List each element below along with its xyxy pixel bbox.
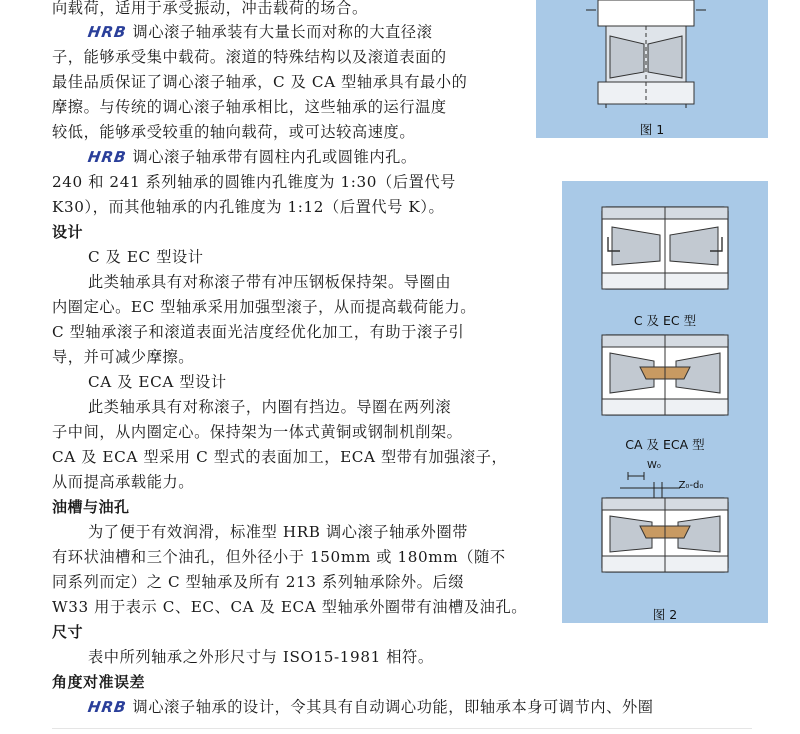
hrb-logo: HRB	[86, 23, 128, 41]
text-line: 导，并可减少摩擦。	[52, 348, 195, 366]
figure-1-bearing-diagram	[536, 0, 768, 138]
ca-eca-caption: CA 及 ECA 型	[625, 437, 705, 452]
text-line: 此类轴承具有对称滚子，内圈有挡边。导圈在两列滚	[88, 398, 452, 416]
text-line: HRB 调心滚子轴承装有大量长而对称的大直径滚	[86, 23, 433, 41]
text-line: 从而提高承载能力。	[52, 473, 195, 491]
text-line: 子，能够承受集中载荷。滚道的特殊结构以及滚道表面的	[52, 48, 447, 66]
c-ec-caption: C 及 EC 型	[633, 313, 697, 328]
text-line: 有环状油槽和三个油孔，但外径小于 150mm 或 180mm（随不	[52, 548, 506, 566]
text-line: W33 用于表示 C、EC、CA 及 ECA 型轴承外圈带有油槽及油孔。	[52, 598, 528, 616]
text-line: 为了便于有效润滑，标准型 HRB 调心滚子轴承外圈带	[88, 523, 469, 541]
text-line: HRB 调心滚子轴承的设计，令其具有自动调心功能，即轴承本身可调节内、外圈	[86, 698, 654, 716]
text-line: CA 及 ECA 型采用 C 型式的表面加工，ECA 型带有加强滚子，	[52, 448, 508, 466]
hrb-logo: HRB	[86, 148, 128, 166]
section-heading: 设计	[52, 223, 84, 241]
figure-2-caption: 图 2	[652, 607, 678, 622]
text-line: 此类轴承具有对称滚子带有冲压钢板保持架。导圈由	[88, 273, 452, 291]
text-line: K30），而其他轴承的内孔锥度为 1:12（后置代号 K）。	[52, 198, 445, 216]
section-heading: 油槽与油孔	[52, 498, 130, 516]
text-line: HRB 调心滚子轴承带有圆柱内孔或圆锥内孔。	[86, 148, 417, 166]
text-line: 最佳品质保证了调心滚子轴承，C 及 CA 型轴承具有最小的	[52, 73, 468, 91]
text-line: 摩擦。与传统的调心滚子轴承相比，这些轴承的运行温度	[52, 98, 447, 116]
ca-eca-bearing-diagram	[562, 331, 768, 431]
figure-1-caption: 图 1	[639, 122, 665, 137]
c-ec-bearing-diagram	[562, 181, 768, 311]
text-line: C 型轴承滚子和滚道表面光洁度经优化加工，有助于滚子引	[52, 323, 465, 341]
section-heading: 角度对准误差	[52, 673, 146, 691]
dim-z-label: Z₀-d₀	[678, 480, 704, 491]
text-line: 240 和 241 系列轴承的圆锥内孔锥度为 1:30（后置代号	[52, 173, 456, 191]
text-line: 内圈定心。EC 型轴承采用加强型滚子，从而提高载荷能力。	[52, 298, 477, 316]
hrb-logo: HRB	[86, 698, 128, 716]
sub-heading: C 及 EC 型设计	[88, 248, 204, 266]
section-heading: 尺寸	[52, 623, 84, 641]
text-line: 表中所列轴承之外形尺寸与 ISO15-1981 相符。	[88, 648, 434, 666]
text-line: 较低，能够承受较重的轴向载荷，或可达较高速度。	[52, 123, 416, 141]
text-line: 同系列而定）之 C 型轴承及所有 213 系列轴承除外。后缀	[52, 573, 465, 591]
oil-groove-bearing-diagram	[562, 456, 768, 596]
dim-w0-label: W₀	[647, 460, 661, 471]
sub-heading: CA 及 ECA 型设计	[88, 373, 227, 391]
text-line: 子中间，从内圈定心。保持架为一体式黄铜或钢制机削架。	[52, 423, 463, 441]
cut-off-line	[52, 722, 752, 734]
text-line: 向载荷，适用于承受振动，冲击载荷的场合。	[52, 0, 368, 17]
